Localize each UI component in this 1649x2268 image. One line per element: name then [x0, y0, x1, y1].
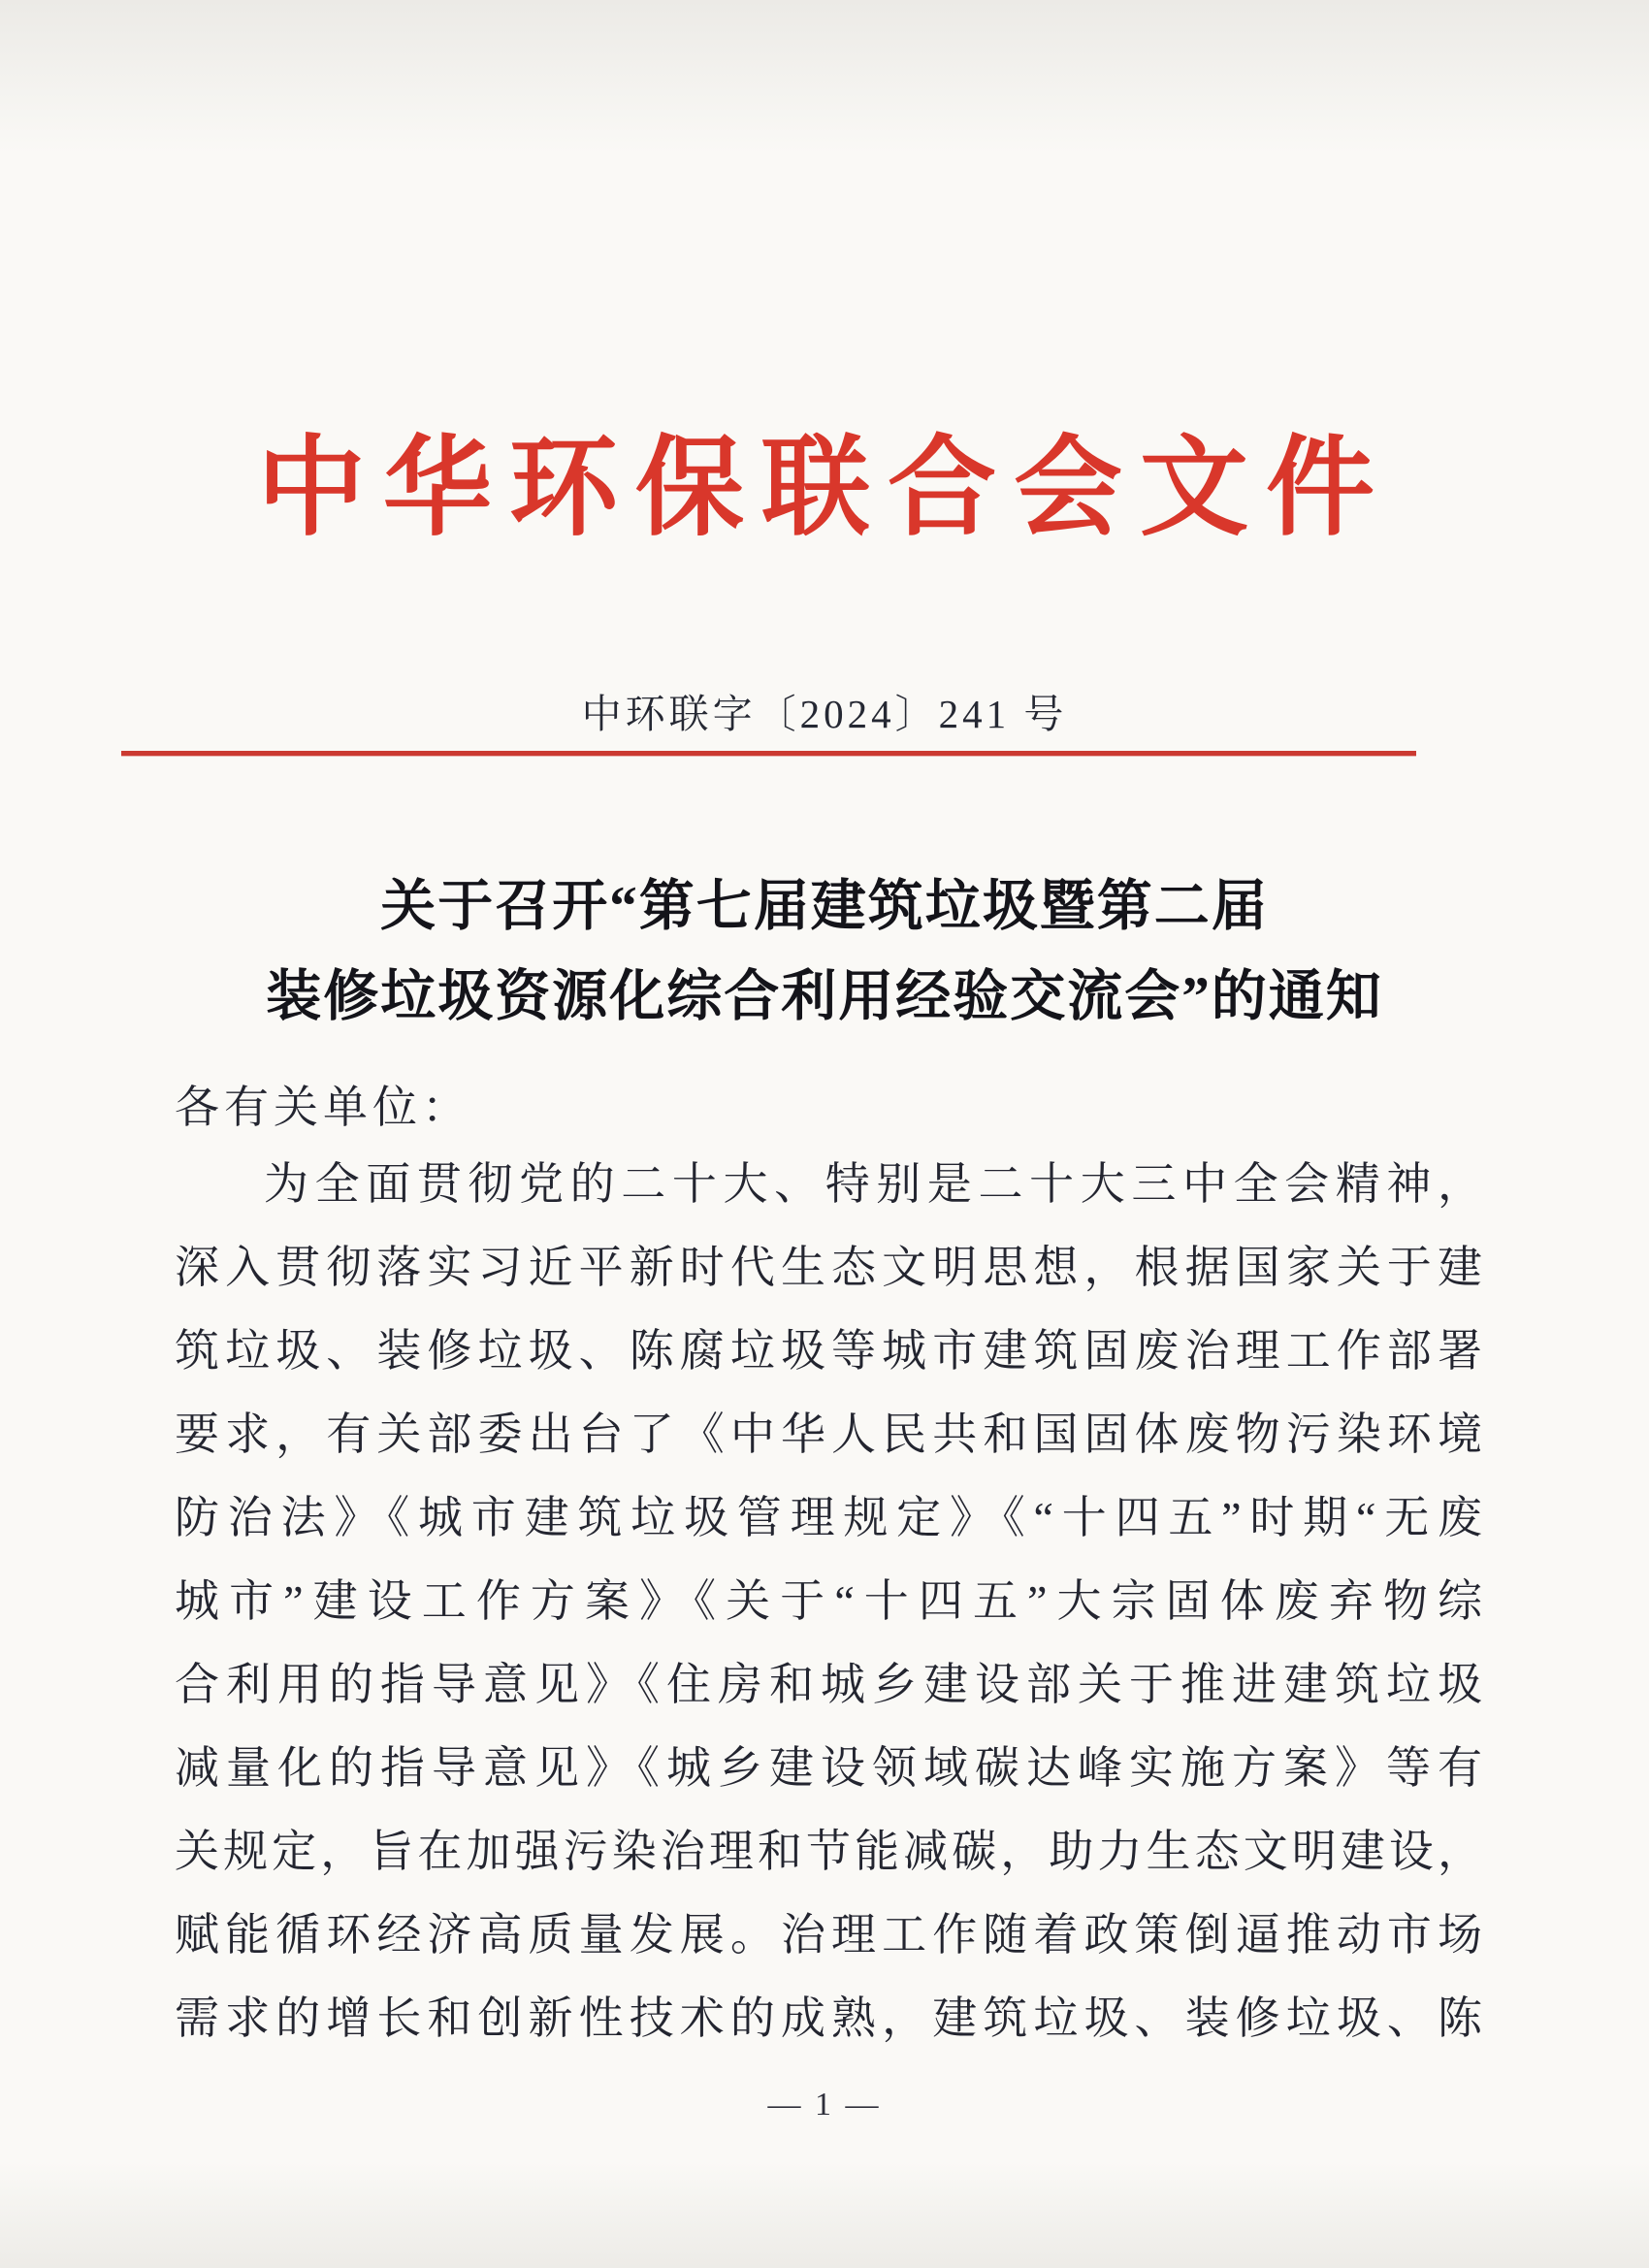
page-number: — 1 — [767, 2087, 882, 2122]
body-text-block [175, 1073, 1482, 2060]
notice-title-line1: 关于召开“第七届建筑垃圾暨第二届 [380, 876, 1269, 937]
document-number: 中环联字〔2024〕241 号 [581, 692, 1068, 736]
body-text-line: 城市”建设工作方案》《关于“十四五”大宗固体废弃物综 [175, 1576, 1482, 1626]
body-paragraph [175, 1143, 1482, 2060]
body-text-line: 需求的增长和创新性技术的成熟，建筑垃圾、装修垃圾、陈 [175, 1993, 1482, 2043]
body-text-line: 深入贯彻落实习近平新时代生态文明思想，根据国家关于建 [175, 1243, 1482, 1292]
body-text-line: 为全面贯彻党的二十大、特别是二十大三中全会精神， [264, 1159, 1482, 1209]
body-text-line: 筑垃圾、装修垃圾、陈腐垃圾等城市建筑固废治理工作部署 [175, 1326, 1482, 1376]
notice-title-line2: 装修垃圾资源化综合利用经验交流会”的通知 [266, 966, 1383, 1027]
notice-title [0, 861, 1649, 1042]
body-text-line: 赋能循环经济高质量发展。治理工作随着政策倒逼推动市场 [175, 1910, 1482, 1960]
red-divider-line [121, 751, 1416, 756]
body-text-line: 合利用的指导意见》《住房和城乡建设部关于推进建筑垃圾 [175, 1660, 1482, 1709]
letterhead-title: 中华环保联合会文件 [257, 429, 1392, 549]
body-text-line: 减量化的指导意见》《城乡建设领域碳达峰实施方案》等有 [175, 1743, 1482, 1793]
body-text-line: 防治法》《城市建筑垃圾管理规定》《“十四五”时期“无废 [175, 1493, 1482, 1542]
body-text-line: 关规定，旨在加强污染治理和节能减碳，助力生态文明建设， [175, 1827, 1482, 1876]
salutation-line: 各有关单位： [175, 1083, 471, 1132]
body-text-line: 要求，有关部委出台了《中华人民共和国固体废物污染环境 [175, 1409, 1482, 1459]
